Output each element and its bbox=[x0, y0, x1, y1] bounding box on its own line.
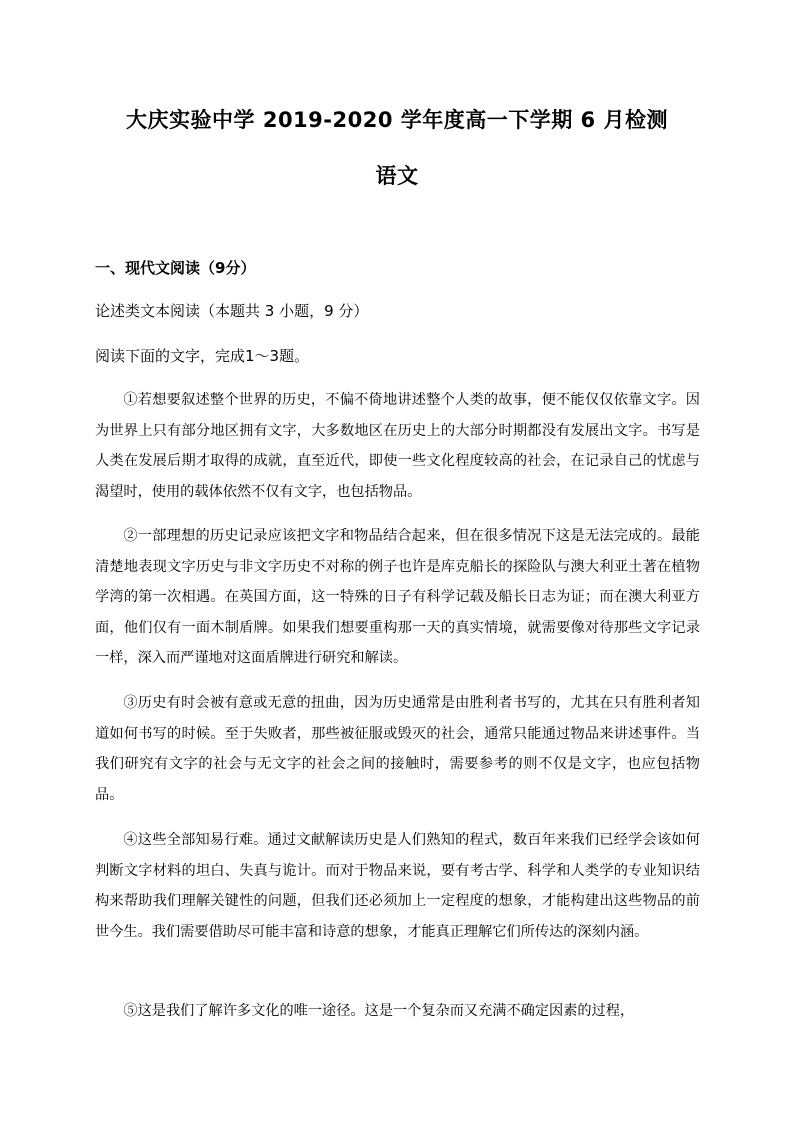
passage-paragraph-1: ①若想要叙述整个世界的历史，不偏不倚地讲述整个人类的故事，便不能仅仅依靠文字。因为世界上只有部分地区拥有文字，大多数地区在历史上的大部分时期都没有发展出文字。书写是人类在发展后期才取得的成就，直至近代，即使一些文化程度较高的社会，在记录自己的忧虑与渴望时，使用的载体依然不仅有文字，也包括物品。 bbox=[95, 392, 700, 500]
section-heading: 一、现代文阅读（9分） bbox=[95, 259, 256, 277]
passage-paragraph-2: ②一部理想的历史记录应该把文字和物品结合起来，但在很多情况下这是无法完成的。最能清楚地表现文字历史与非文字历史不对称的例子也许是库克船长的探险队与澳大利亚土著在植物学湾的第一次相遇。在英国方面，这一特殊的日子有科学记载及船长日志为证；而在澳大利亚方面，他们仅有一面木制盾牌。如果我们想要重构那一天的真实情境，就需要像对待那些文字记录一样，深入而严谨地对这面盾牌进行研究和解读。 bbox=[95, 528, 700, 666]
exam-title: 大庆实验中学 2019-2020 学年度高一下学期 6 月检测 bbox=[126, 108, 668, 132]
subject-title: 语文 bbox=[375, 164, 419, 188]
passage-paragraph-4: ④这些全部知易行难。通过文献解读历史是人们熟知的程式，数百年来我们已经学会该如何判断文字材料的坦白、失真与诡计。而对于物品来说，要有考古学、科学和人类学的专业知识结构来帮助我们理解关键性的问题，但我们还必须加上一定程度的想象，才能构建出这些物品的前世今生。我们需要借助尽可能丰富和诗意的想象，才能真正理解它们所传达的深刻内涵。 bbox=[95, 832, 700, 940]
passage-paragraph-3: ③历史有时会被有意或无意的扭曲，因为历史通常是由胜利者书写的，尤其在只有胜利者知道如何书写的时候。至于失败者，那些被征服或毁灭的社会，通常只能通过物品来讲述事件。当我们研究有文字的社会与无文字的社会之间的接触时，需要参考的则不仅是文字，也应包括物品。 bbox=[95, 695, 700, 803]
reading-instruction: 阅读下面的文字，完成1～3题。 bbox=[95, 347, 310, 365]
section-subheading: 论述类文本阅读（本题共 3 小题，9 分） bbox=[95, 302, 369, 320]
passage-paragraph-5: ⑤这是我们了解许多文化的唯一途径。这是一个复杂而又充满不确定因素的过程， bbox=[123, 1003, 635, 1019]
